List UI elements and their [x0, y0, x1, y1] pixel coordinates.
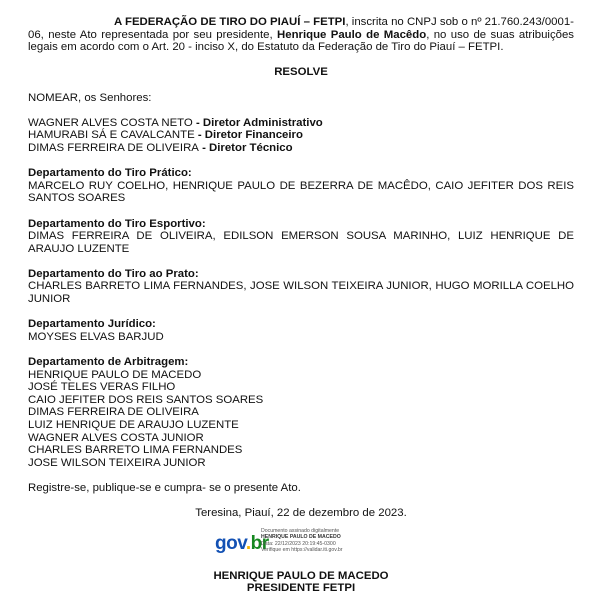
- resolve-heading: RESOLVE: [274, 66, 328, 79]
- arbitragem-section: [28, 356, 574, 469]
- director-line: [28, 142, 574, 155]
- department-members: MARCELO RUY COELHO, HENRIQUE PAULO DE BEZERRA DE MACÊDO, CAIO JEFITER DOS REIS SANTOS SOARES: [28, 179, 574, 205]
- department-members: MOYSES ELVAS BARJUD: [28, 330, 164, 343]
- department-title: Departamento de Arbitragem:: [28, 356, 189, 369]
- place-date: Teresina, Piauí, 22 de dezembro de 2023.: [195, 507, 407, 520]
- org-name: A FEDERAÇÃO DE TIRO DO PIAUÍ – FETPI: [114, 16, 346, 28]
- president-name: Henrique Paulo de Macêdo: [277, 28, 427, 41]
- intro-paragraph: [28, 16, 574, 54]
- footer-signer-name: HENRIQUE PAULO DE MACEDO: [213, 569, 389, 582]
- director-name: HAMURABI SÁ E CAVALCANTE: [28, 129, 195, 142]
- arbitragem-member: JOSE WILSON TEIXEIRA JUNIOR: [28, 456, 206, 469]
- arbitragem-member: WAGNER ALVES COSTA JUNIOR: [28, 431, 204, 444]
- arbitragem-member: JOSÉ TELES VERAS FILHO: [28, 381, 176, 394]
- arbitragem-member: DIMAS FERREIRA DE OLIVEIRA: [28, 406, 199, 419]
- nomear-text: NOMEAR, os Senhores:: [28, 91, 152, 104]
- director-role: - Diretor Técnico: [198, 141, 293, 154]
- arbitragem-member: LUIZ HENRIQUE DE ARAUJO LUZENTE: [28, 419, 239, 431]
- department-section: [28, 218, 574, 256]
- document-body: [28, 16, 574, 595]
- arbitragem-member: HENRIQUE PAULO DE MACEDO: [28, 368, 202, 381]
- department-title: Departamento Jurídico:: [28, 318, 156, 331]
- signer-name: HENRIQUE PAULO DE MACEDO: [261, 534, 341, 541]
- department-members: DIMAS FERREIRA DE OLIVEIRA, EDILSON EMERSON SOUSA MARINHO, LUIZ HENRIQUE DE ARAUJO LUZENTE: [28, 230, 574, 255]
- department-section: [28, 167, 574, 205]
- govbr-logo: gov.br: [215, 532, 269, 554]
- signature-caption: Documento assinado digitalmente: [261, 527, 340, 534]
- signature-details: [261, 528, 343, 554]
- digital-signature-stamp: [28, 528, 574, 566]
- department-members: CHARLES BARRETO LIMA FERNANDES, JOSE WILSON TEIXEIRA JUNIOR, HUGO MORILLA COELHO JUNIOR: [28, 280, 574, 306]
- footer-signer-title: PRESIDENTE FETPI: [246, 582, 356, 595]
- director-line: [28, 129, 574, 142]
- director-role: - Diretor Administrativo: [192, 116, 323, 129]
- intro-text-1: , inscrita no CNPJ sob o nº 21.760.243/0001-06, neste Ato representada por seu presidente,: [28, 16, 574, 41]
- arbitragem-member: CHARLES BARRETO LIMA FERNANDES: [28, 444, 243, 457]
- signature-date: Data: 22/12/2023 20:19:45-0300: [261, 540, 336, 547]
- department-title: Departamento do Tiro Esportivo:: [28, 217, 206, 230]
- directors-list: [28, 117, 574, 155]
- intro-text-2: , no uso de suas atribuições legais em acordo com o Art. 20 - inciso X, do Estatuto da Federação de Tiro do Piauí – FETPI.: [28, 28, 575, 54]
- director-role: - Diretor Financeiro: [194, 129, 303, 142]
- arbitragem-member: CAIO JEFITER DOS REIS SANTOS SOARES: [28, 393, 264, 406]
- director-name: DIMAS FERREIRA DE OLIVEIRA: [28, 141, 199, 154]
- department-section: [28, 318, 574, 343]
- director-line: [28, 117, 574, 130]
- director-name: WAGNER ALVES COSTA NETO: [28, 116, 193, 129]
- department-title: Departamento do Tiro ao Prato:: [28, 267, 199, 280]
- closing-text: Registre-se, publique-se e cumpra- se o presente Ato.: [28, 481, 301, 494]
- signature-verify: Verifique em https://validar.iti.gov.br: [261, 546, 343, 553]
- department-title: Departamento do Tiro Prático:: [28, 167, 192, 180]
- department-section: [28, 268, 574, 306]
